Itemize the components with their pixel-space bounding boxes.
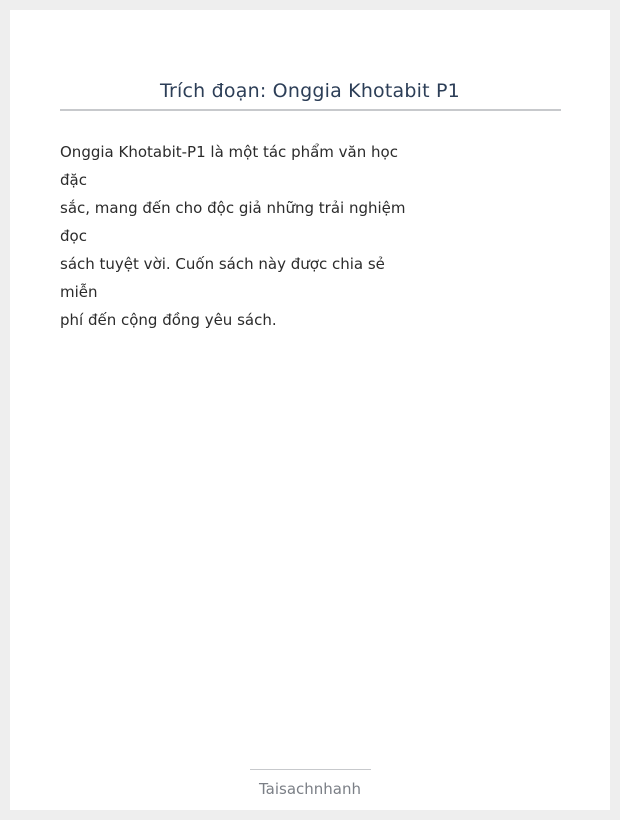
footer-divider: [250, 769, 371, 770]
title-divider: [60, 109, 561, 111]
paragraph-line: sách tuyệt vời. Cuốn sách này được chia sẻ: [60, 255, 385, 273]
paragraph-line: đặc: [60, 171, 87, 189]
paragraph-line: miễn: [60, 283, 98, 301]
paragraph-line: phí đến cộng đồng yêu sách.: [60, 311, 277, 329]
paragraph-line: đọc: [60, 227, 87, 245]
paragraph-line: Onggia Khotabit-P1 là một tác phẩm văn học: [60, 143, 398, 161]
footer-source: Taisachnhanh: [258, 780, 362, 798]
document-page: [10, 10, 610, 810]
paragraph-line: sắc, mang đến cho độc giả những trải nghiệm: [60, 199, 406, 217]
excerpt-paragraph: [60, 138, 420, 334]
document-title: Trích đoạn: Onggia Khotabit P1: [160, 80, 460, 102]
